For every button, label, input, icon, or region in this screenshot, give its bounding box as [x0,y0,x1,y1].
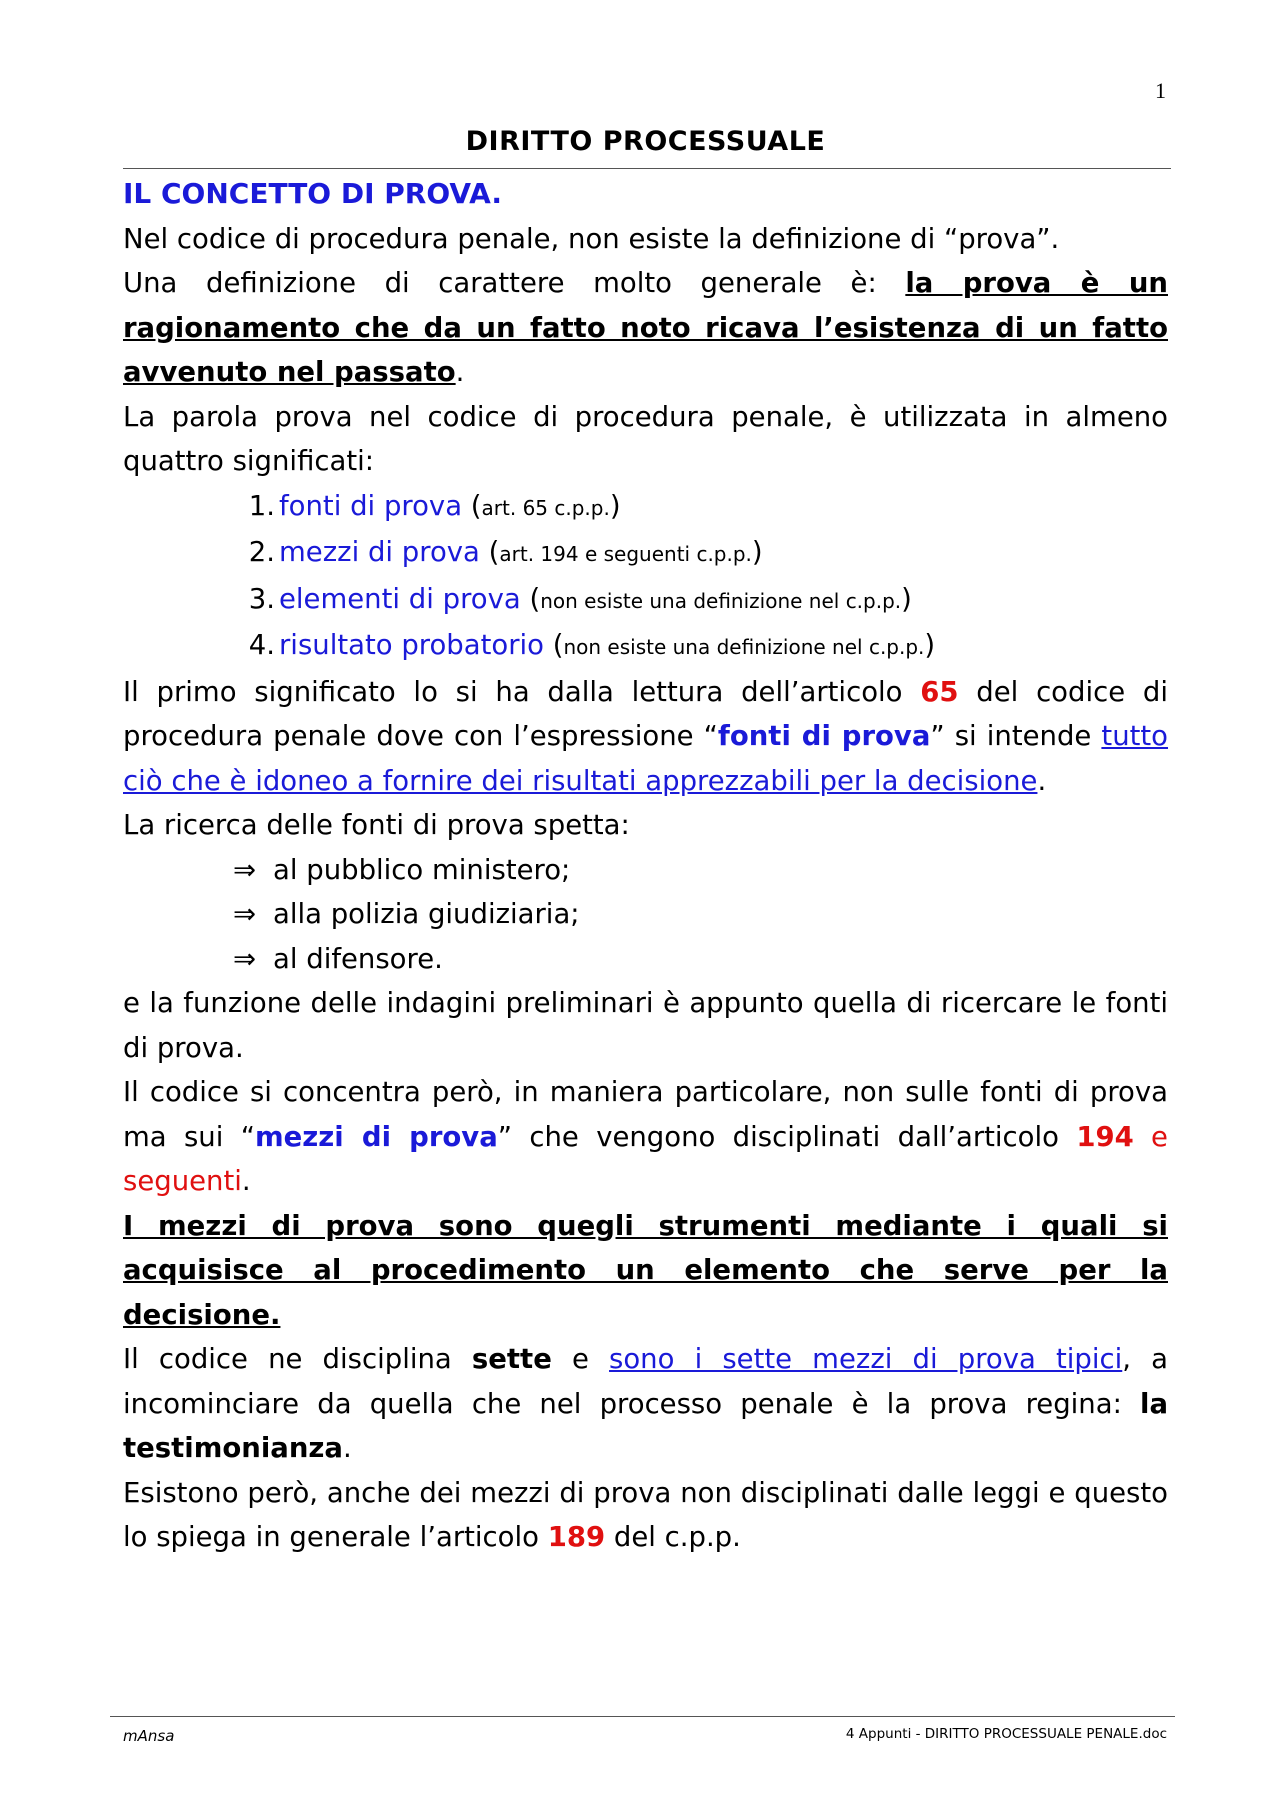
paragraph-1: Nel codice di procedura penale, non esiste la definizione di “prova”. [123,222,1060,255]
header-title: DIRITTO PROCESSUALE [465,126,826,157]
paragraph-10 [123,1471,1168,1560]
p10-text-a: Esistono però, anche dei mezzi di prova non disciplinati dalle leggi e questo lo spiega in generale l’articolo [123,1476,1168,1553]
footer-author: mAnsa [123,1727,175,1745]
arrow-item-text: al difensore. [273,942,443,975]
paragraph-2 [123,261,1168,395]
p9-end: . [343,1432,352,1464]
meaning-term: elementi di prova [279,582,521,615]
list-number: 3. [248,582,275,615]
p7-text-b: ” che vengono disciplinati dall’articolo [497,1120,1077,1153]
footer-filename: 4 Appunti - DIRITTO PROCESSUALE PENALE.doc [845,1726,1167,1742]
arrow-list [123,848,1168,982]
paragraph-4 [123,670,1168,804]
p9-text-a: Il codice ne disciplina [123,1343,472,1375]
arrow-icon: ⇒ [233,942,257,975]
p10-text-b: del c.p.p. [605,1521,741,1553]
paragraph-8-definition: I mezzi di prova sono quegli strumenti mediante i quali si acquisisce al procedimento un elemento che serve per la decisione. [123,1209,1168,1331]
e-seguenti: e seguenti [123,1120,1168,1197]
p9-text-d: , a incominciare da quella che nel processo penale è la prova regina: [123,1343,1168,1420]
meaning-term: risultato probatorio [279,629,544,661]
p2-lead: Una definizione di carattere molto generale è: [123,267,906,299]
list-number: 4. [248,629,275,661]
list-number: 1. [248,489,275,522]
meaning-term: mezzi di prova [279,536,480,568]
footer-divider [110,1716,1175,1717]
list-item: 3. elementi di prova (non esiste una definizione nel c.p.p.) [235,577,1168,624]
arrow-item-text: al pubblico ministero; [273,853,571,886]
paragraph-6: e la funzione delle indagini preliminari è appunto quella di ricercare le fonti di prova. [123,987,1168,1064]
p9-text-c: e [551,1343,610,1375]
p4-end: . [1037,764,1047,797]
arrow-icon: ⇒ [233,898,257,930]
article-189: 189 [547,1521,606,1553]
list-item [233,937,1168,982]
definition-text: la prova è un ragionamento che da un fatto noto ricava l’esistenza di un fatto avvenuto nel passato [123,267,1168,388]
list-number: 2. [248,536,275,568]
link-risultati-apprezzabili[interactable]: tutto ciò che è idoneo a fornire dei risultati apprezzabili per la decisione [123,720,1169,797]
paragraph-7 [123,1070,1168,1204]
list-item: 1. fonti di prova (art. 65 c.p.p.) [235,484,1168,531]
page-number: 1 [1155,78,1166,103]
list-item [233,892,1168,937]
p7-text-a: Il codice si concentra però, in maniera particolare, non sulle fonti di prova ma sui “ [123,1076,1168,1153]
meaning-note: non esiste una definizione nel c.p.p. [563,635,925,659]
paragraph-3: La parola prova nel codice di procedura penale, è utilizzata in almeno quattro significati: [123,400,1168,477]
section-title: IL CONCETTO DI PROVA. [123,177,502,210]
document-body [123,172,1168,1560]
arrow-item-text: alla polizia giudiziaria; [273,898,580,930]
meanings-list [123,484,1168,670]
link-mezzi-di-prova-tipici[interactable]: sono i sette mezzi di prova tipici [609,1343,1123,1375]
word-sette: sette [471,1343,552,1375]
list-item [233,848,1168,893]
p2-end: . [455,356,465,388]
term-fonti-di-prova: fonti di prova [717,720,931,752]
arrow-icon: ⇒ [233,853,257,886]
header-divider [123,168,1171,169]
article-65: 65 [920,675,959,708]
p7-end: . [241,1165,251,1197]
meaning-note: art. 194 e seguenti c.p.p. [499,542,752,566]
list-item: 2. mezzi di prova (art. 194 e seguenti c.p.p.) [235,530,1168,577]
article-194: 194 [1076,1120,1134,1153]
list-item: 4. risultato probatorio (non esiste una definizione nel c.p.p.) [235,623,1168,670]
meaning-note: art. 65 c.p.p. [481,495,610,520]
paragraph-9 [123,1337,1168,1471]
p4-text-b: del codice di procedura penale dove con l’espressione “ [123,675,1168,752]
term-mezzi-di-prova: mezzi di prova [254,1120,498,1153]
p4-text-c: ” si intende [930,720,1102,752]
p4-text-a: Il primo significato lo si ha dalla lettura dell’articolo [123,675,921,708]
term-testimonianza: la testimonianza [123,1387,1168,1464]
meaning-note: non esiste una definizione nel c.p.p. [540,588,902,613]
paragraph-5: La ricerca delle fonti di prova spetta: [123,809,630,841]
meaning-term: fonti di prova [279,489,463,522]
